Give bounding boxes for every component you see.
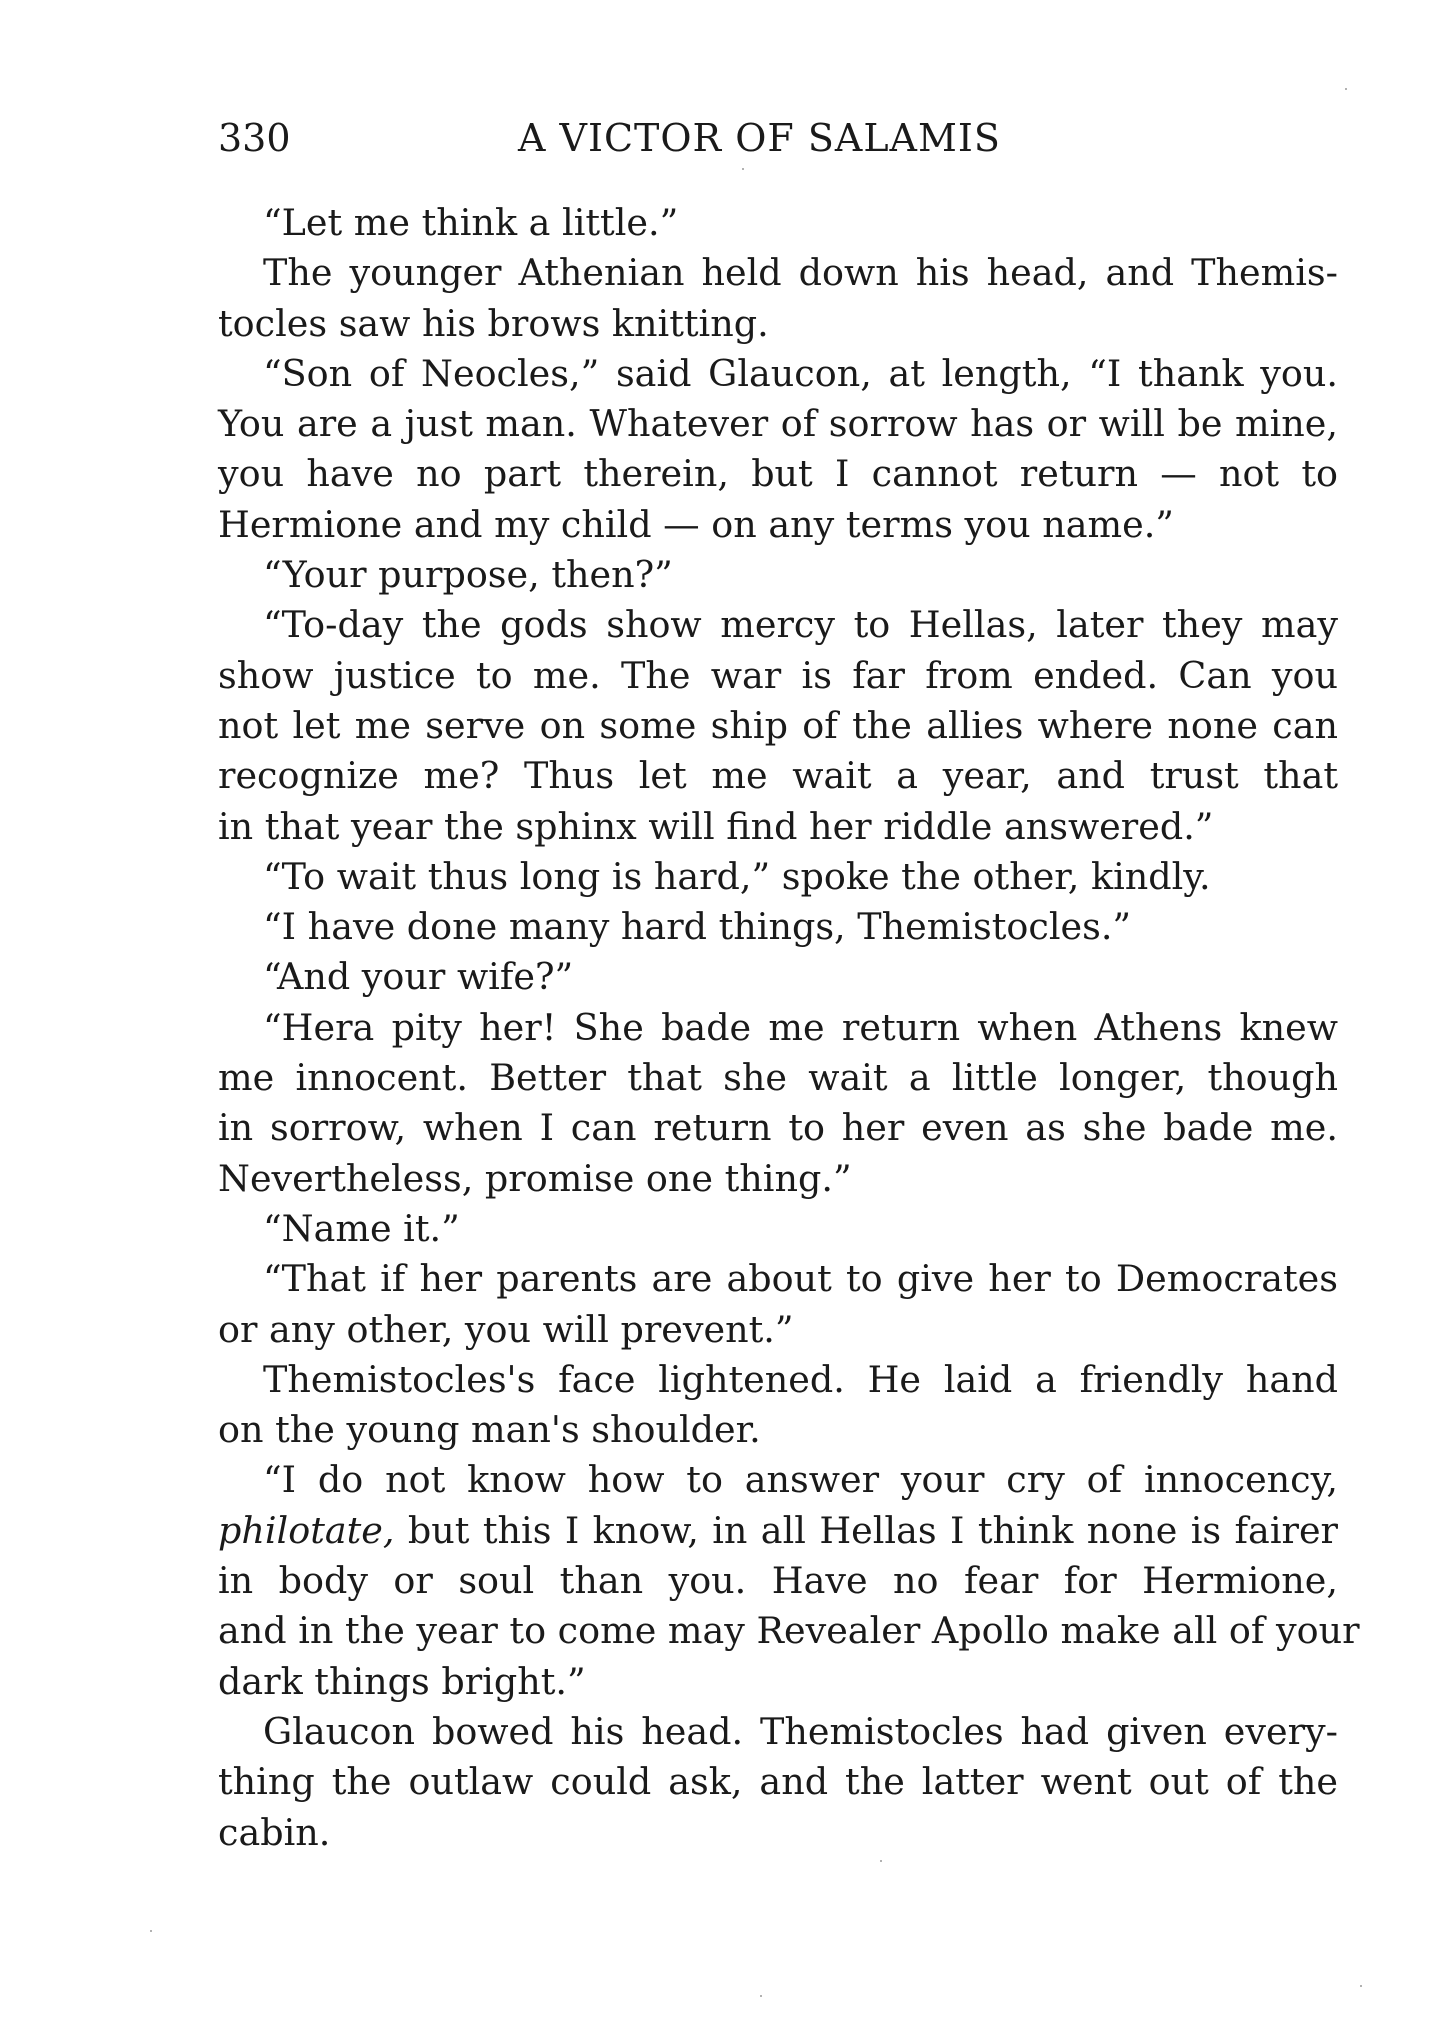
text-line: “Son of Neocles,” said Glaucon, at length, “I thank you. [263,351,1338,395]
italic-word: philotate, [218,1508,395,1552]
text-line: in that year the sphinx will find her riddle answered.” [218,804,1214,848]
paper-speck [880,1860,882,1862]
running-head [218,108,1338,168]
text-line: dark things bright.” [218,1659,586,1703]
text-line: “To wait thus long is hard,” spoke the other, kindly. [263,854,1211,898]
text-line: The younger Athenian held down his head, and Themis- [263,251,1338,295]
text-line: you have no part therein, but I cannot return — not to [218,452,1338,496]
text-line: “And your wife?” [263,955,574,999]
text-line: “I have done many hard things, Themistocles.” [263,905,1132,949]
text-line: “Your purpose, then?” [263,553,673,597]
text-line: or any other, you will prevent.” [218,1307,794,1351]
text-line: Hermione and my child — on any terms you name.” [218,502,1174,546]
text-line: in body or soul than you. Have no fear for Hermione, [218,1559,1338,1603]
text-line: “Name it.” [263,1206,460,1250]
page-number: 330 [218,116,291,160]
text-line: on the young man's shoulder. [218,1408,761,1452]
text-line: not let me serve on some ship of the allies where none can [218,703,1338,747]
text-line: tocles saw his brows knitting. [218,301,769,345]
text-line: recognize me? Thus let me wait a year, and trust that [218,754,1338,798]
text-line: “I do not know how to answer your cry of innocency, [263,1458,1338,1502]
paper-speck [742,168,744,170]
text-fragment: but this I know, in all Hellas I think none is fairer [394,1508,1338,1552]
paper-speck [1345,88,1347,90]
text-line: show justice to me. The war is far from ended. Can you [218,653,1338,697]
text-line: thing the outlaw could ask, and the latter went out of the [218,1760,1338,1804]
text-line: “Hera pity her! She bade me return when Athens knew [263,1005,1338,1049]
text-line: Themistocles's face lightened. He laid a friendly hand [263,1357,1338,1401]
text-line: cabin. [218,1810,331,1854]
text-line: me innocent. Better that she wait a little longer, though [218,1056,1338,1100]
text-line: You are a just man. Whatever of sorrow has or will be mine, [218,402,1338,446]
paper-speck [760,1995,762,1997]
paper-speck [150,1930,152,1932]
text-line: in sorrow, when I can return to her even as she bade me. [218,1106,1338,1150]
running-title: A VICTOR OF SALAMIS [518,116,1001,160]
text-line: “That if her parents are about to give her to Democrates [263,1257,1338,1301]
body-text [218,198,1360,1858]
text-line: Nevertheless, promise one thing.” [218,1156,852,1200]
text-line: and in the year to come may Revealer Apollo make all of your [218,1609,1360,1653]
text-line: “To-day the gods show mercy to Hellas, later they may [263,603,1338,647]
paper-speck [1360,1985,1362,1987]
text-line: “Let me think a little.” [263,201,679,244]
text-line: Glaucon bowed his head. Themistocles had given every- [263,1709,1338,1753]
text-line [218,1506,1338,1556]
